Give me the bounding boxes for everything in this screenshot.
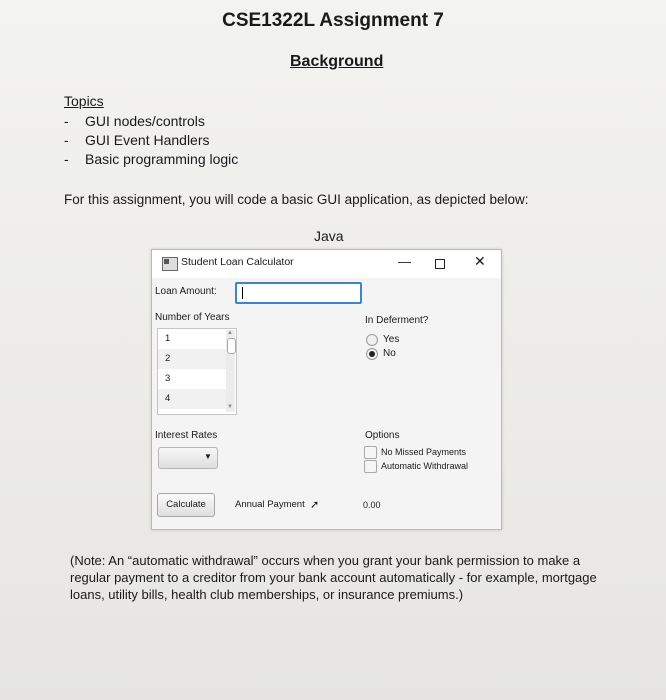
scroll-up-icon[interactable]: ▲ — [227, 330, 233, 336]
no-missed-payments-label: No Missed Payments — [381, 447, 467, 457]
maximize-icon[interactable] — [435, 259, 445, 269]
app-window-icon — [162, 257, 178, 271]
list-scrollbar[interactable] — [226, 330, 235, 412]
topics-heading: Topics — [64, 93, 104, 109]
interest-rate-combobox[interactable] — [158, 447, 218, 469]
automatic-withdrawal-checkbox[interactable] — [364, 460, 377, 473]
bullet-dash: - — [64, 132, 69, 148]
section-heading: Background — [290, 53, 384, 70]
deferment-yes-radio[interactable] — [366, 334, 378, 346]
window-title: Student Loan Calculator — [181, 256, 294, 268]
note-paragraph: (Note: An “automatic withdrawal” occurs when you grant your bank permission to make a regular payment to a creditor from your bank account automatically - for example, mortgage loans, utility bills, health club memberships, or insurance premiums.) — [70, 553, 597, 602]
scroll-thumb[interactable] — [227, 338, 236, 354]
deferment-yes-label: Yes — [383, 334, 400, 345]
scroll-down-icon[interactable]: ▼ — [227, 404, 233, 410]
loan-amount-input[interactable] — [235, 282, 362, 304]
topic-item — [64, 132, 210, 148]
minimize-icon[interactable]: — — [398, 254, 411, 269]
years-listview[interactable] — [157, 328, 237, 415]
options-label: Options — [365, 430, 400, 441]
list-item[interactable]: 4 — [158, 389, 226, 409]
automatic-withdrawal-label: Automatic Withdrawal — [381, 461, 469, 471]
text-caret — [242, 287, 243, 299]
intro-paragraph: For this assignment, you will code a basic GUI application, as depicted below: — [64, 192, 529, 207]
loan-amount-label: Loan Amount: — [155, 286, 217, 297]
topic-item — [64, 113, 205, 129]
mouse-cursor-icon: ➚ — [310, 499, 320, 511]
list-item[interactable]: 3 — [165, 373, 171, 384]
bullet-dash: - — [64, 151, 69, 167]
topic-text: GUI nodes/controls — [85, 113, 205, 129]
topic-text: GUI Event Handlers — [85, 132, 210, 148]
bullet-dash: - — [64, 113, 69, 129]
deferment-no-label: No — [383, 348, 396, 359]
years-label: Number of Years — [155, 312, 230, 323]
interest-rates-label: Interest Rates — [155, 430, 218, 441]
page-title: CSE1322L Assignment 7 — [222, 10, 444, 31]
deferment-no-radio[interactable] — [366, 348, 378, 360]
chevron-down-icon: ▼ — [204, 452, 212, 461]
figure-caption: Java — [314, 228, 344, 244]
window-titlebar — [152, 250, 501, 278]
calculate-button[interactable]: Calculate — [157, 493, 215, 517]
annual-payment-value: 0.00 — [363, 500, 381, 510]
topic-item — [64, 151, 238, 167]
topic-text: Basic programming logic — [85, 151, 239, 167]
close-icon[interactable]: ✕ — [474, 253, 486, 269]
list-item[interactable]: 2 — [158, 349, 226, 369]
no-missed-payments-checkbox[interactable] — [364, 446, 377, 459]
deferment-label: In Deferment? — [365, 315, 429, 326]
list-item[interactable]: 1 — [165, 333, 171, 344]
annual-payment-label: Annual Payment — [235, 499, 305, 510]
app-window-screenshot — [151, 249, 502, 530]
